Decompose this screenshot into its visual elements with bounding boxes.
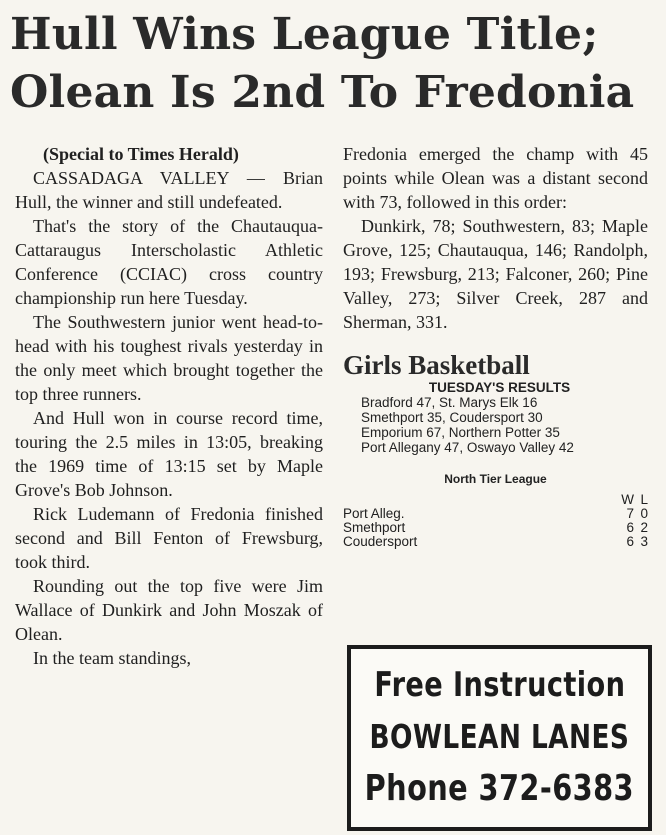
headline-line-2: Olean Is 2nd To Fredonia bbox=[10, 67, 635, 118]
result-line: Smethport 35, Coudersport 30 bbox=[361, 410, 543, 425]
team-wins: 6 bbox=[626, 534, 634, 549]
article-paragraph: Rounding out the top five were Jim Wallace of Dunkirk and John Moszak of Olean. bbox=[15, 576, 323, 644]
table-row bbox=[343, 507, 648, 521]
table-row bbox=[343, 535, 648, 549]
wins-header: W bbox=[621, 492, 634, 507]
article-paragraph: That's the story of the Chautauqua-Cattaraugus Interscholastic Athletic Conference (CCIAC) cross country championship run here Tuesday. bbox=[15, 216, 323, 308]
ad-line-phone: Phone 372-6383 bbox=[364, 768, 635, 809]
team-name: Coudersport bbox=[343, 534, 418, 549]
team-wins: 7 bbox=[626, 506, 634, 521]
results-block bbox=[343, 380, 648, 455]
ad-line-instruction: Free Instruction bbox=[374, 665, 625, 705]
result-line: Bradford 47, St. Marys Elk 16 bbox=[361, 395, 538, 410]
standings-table bbox=[343, 493, 648, 549]
table-row bbox=[343, 521, 648, 535]
article-paragraph: CASSADAGA VALLEY — Brian Hull, the winner and still undefeated. bbox=[15, 168, 323, 212]
article-paragraph: And Hull won in course record time, touring the 2.5 miles in 13:05, breaking the 1969 time of 13:15 set by Maple Grove's Bob Johnson. bbox=[15, 408, 323, 500]
team-losses: 3 bbox=[640, 534, 648, 549]
result-line: Emporium 67, Northern Potter 35 bbox=[361, 425, 560, 440]
article-paragraph: In the team standings, bbox=[33, 648, 191, 668]
article-paragraph: Fredonia emerged the champ with 45 points while Olean was a distant second with 73, followed in this order: bbox=[343, 144, 648, 212]
headline-line-1: Hull Wins League Title; bbox=[10, 9, 599, 60]
article-column-left bbox=[15, 142, 323, 670]
advertisement-box bbox=[347, 645, 652, 831]
results-heading: TUESDAY'S RESULTS bbox=[428, 380, 571, 395]
team-losses: 0 bbox=[640, 506, 648, 521]
standings-header-row bbox=[343, 493, 648, 507]
article-paragraph: Dunkirk, 78; Southwestern, 83; Maple Grove, 125; Chautauqua, 146; Randolph, 193; Frewsburg, 213; Falconer, 260; Pine Valley, 273; Silver Creek, 287 and Sherman, 331. bbox=[343, 216, 648, 332]
article-credit: (Special to Times Herald) bbox=[43, 144, 239, 164]
headline bbox=[10, 6, 660, 122]
article-paragraph: The Southwestern junior went head-to-head with his toughest rivals yesterday in the only meet which brought together the top three runners. bbox=[15, 312, 323, 404]
ad-line-business: BOWLEAN LANES bbox=[369, 717, 630, 756]
result-line: Port Allegany 47, Oswayo Valley 42 bbox=[361, 440, 574, 455]
league-title: North Tier League bbox=[444, 472, 547, 486]
team-losses: 2 bbox=[640, 520, 648, 535]
team-name: Smethport bbox=[343, 520, 406, 535]
article-paragraph: Rick Ludemann of Fredonia finished second and Bill Fenton of Frewsburg, took third. bbox=[15, 504, 323, 572]
team-name: Port Alleg. bbox=[343, 506, 405, 521]
losses-header: L bbox=[640, 492, 648, 507]
basketball-heading: Girls Basketball bbox=[343, 350, 530, 380]
team-wins: 6 bbox=[626, 520, 634, 535]
article-column-right bbox=[343, 142, 648, 549]
